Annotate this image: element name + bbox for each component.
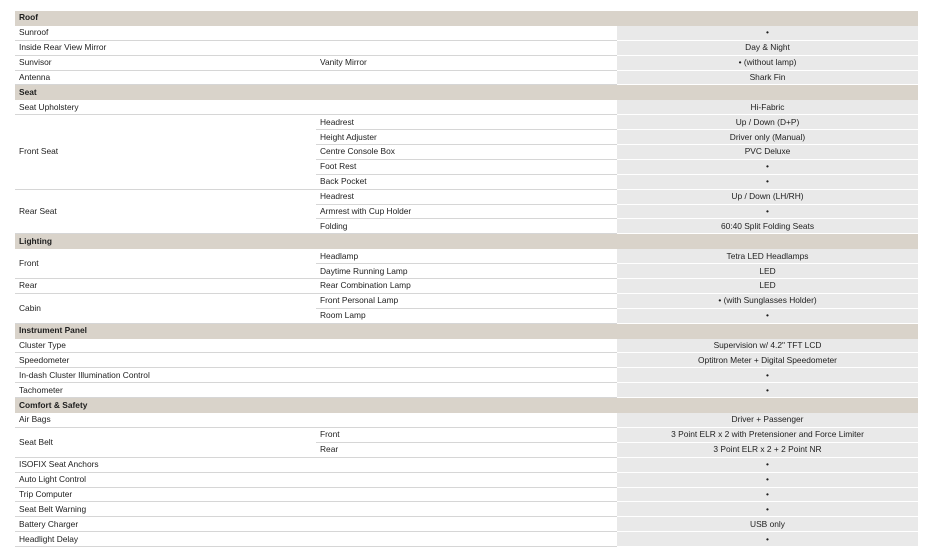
row-value: Driver + Passenger	[617, 413, 918, 428]
row-sublabel: Headrest	[316, 189, 617, 204]
row-sublabel: Rear Combination Lamp	[316, 279, 617, 294]
row-value: •	[617, 159, 918, 174]
row-label: Cabin	[15, 293, 316, 323]
section-title: Instrument Panel	[15, 323, 918, 338]
row-sublabel: Rear	[316, 442, 617, 457]
row-label: Tachometer	[15, 383, 617, 398]
row-value: 3 Point ELR x 2 + 2 Point NR	[617, 442, 918, 457]
spec-row	[15, 368, 918, 383]
spec-row	[15, 189, 918, 204]
row-label: Rear Seat	[15, 189, 316, 234]
row-label: Headlight Delay	[15, 532, 617, 547]
row-sublabel: Foot Rest	[316, 159, 617, 174]
section-header	[15, 85, 918, 100]
row-sublabel: Headrest	[316, 115, 617, 130]
row-label: ISOFIX Seat Anchors	[15, 457, 617, 472]
row-sublabel: Headlamp	[316, 249, 617, 264]
section-title: Roof	[15, 11, 918, 25]
row-label: Sunvisor	[15, 55, 316, 70]
section-title: Lighting	[15, 234, 918, 249]
row-sublabel: Centre Console Box	[316, 145, 617, 160]
row-value: Up / Down (LH/RH)	[617, 189, 918, 204]
row-value: •	[617, 532, 918, 547]
row-label: Cluster Type	[15, 338, 617, 353]
spec-row	[15, 55, 918, 70]
spec-row	[15, 25, 918, 40]
row-label: Seat Belt	[15, 427, 316, 457]
row-label: Seat Belt Warning	[15, 502, 617, 517]
row-label: Inside Rear View Mirror	[15, 40, 617, 55]
section-header	[15, 11, 918, 25]
row-sublabel: Front	[316, 427, 617, 442]
spec-row	[15, 115, 918, 130]
spec-row	[15, 517, 918, 532]
spec-row	[15, 427, 918, 442]
row-label: Seat Upholstery	[15, 100, 617, 115]
spec-row	[15, 293, 918, 308]
row-value: Driver only (Manual)	[617, 130, 918, 145]
row-value: •	[617, 502, 918, 517]
row-label: Trip Computer	[15, 487, 617, 502]
row-value: 3 Point ELR x 2 with Pretensioner and Force Limiter	[617, 427, 918, 442]
spec-row	[15, 472, 918, 487]
row-label: Antenna	[15, 70, 617, 85]
row-sublabel: Back Pocket	[316, 174, 617, 189]
section-header	[15, 234, 918, 249]
row-value: PVC Deluxe	[617, 145, 918, 160]
spec-row	[15, 353, 918, 368]
section-header	[15, 323, 918, 338]
row-label: Air Bags	[15, 413, 617, 428]
section-title: Seat	[15, 85, 918, 100]
row-value: LED	[617, 279, 918, 294]
spec-row	[15, 338, 918, 353]
section-header	[15, 398, 918, 413]
row-label: In-dash Cluster Illumination Control	[15, 368, 617, 383]
row-sublabel: Armrest with Cup Holder	[316, 204, 617, 219]
row-sublabel: Vanity Mirror	[316, 55, 617, 70]
row-sublabel: Height Adjuster	[316, 130, 617, 145]
spec-row	[15, 40, 918, 55]
row-value: USB only	[617, 517, 918, 532]
row-value: Day & Night	[617, 40, 918, 55]
spec-row	[15, 532, 918, 547]
row-value: •	[617, 383, 918, 398]
row-value: •	[617, 457, 918, 472]
section-title: Comfort & Safety	[15, 398, 918, 413]
row-value: •	[617, 487, 918, 502]
row-value: •	[617, 368, 918, 383]
spec-row	[15, 413, 918, 428]
spec-row	[15, 457, 918, 472]
row-value: Supervision w/ 4.2" TFT LCD	[617, 338, 918, 353]
spec-row	[15, 70, 918, 85]
row-value: 60:40 Split Folding Seats	[617, 219, 918, 234]
row-label: Battery Charger	[15, 517, 617, 532]
row-value: •	[617, 308, 918, 323]
row-sublabel: Front Personal Lamp	[316, 293, 617, 308]
row-sublabel: Room Lamp	[316, 308, 617, 323]
spec-row	[15, 502, 918, 517]
row-value: Optitron Meter + Digital Speedometer	[617, 353, 918, 368]
row-value: • (without lamp)	[617, 55, 918, 70]
row-sublabel: Folding	[316, 219, 617, 234]
row-value: •	[617, 472, 918, 487]
row-label: Front	[15, 249, 316, 279]
row-value: Shark Fin	[617, 70, 918, 85]
spec-row	[15, 487, 918, 502]
row-label: Rear	[15, 279, 316, 294]
row-sublabel: Daytime Running Lamp	[316, 264, 617, 279]
row-label: Speedometer	[15, 353, 617, 368]
row-value: Up / Down (D+P)	[617, 115, 918, 130]
spec-row	[15, 100, 918, 115]
row-value: •	[617, 25, 918, 40]
spec-row	[15, 383, 918, 398]
spec-row	[15, 279, 918, 294]
row-value: •	[617, 204, 918, 219]
spec-row	[15, 249, 918, 264]
row-value: LED	[617, 264, 918, 279]
row-label: Sunroof	[15, 25, 617, 40]
row-label: Auto Light Control	[15, 472, 617, 487]
row-label: Front Seat	[15, 115, 316, 189]
row-value: •	[617, 174, 918, 189]
row-value: Hi-Fabric	[617, 100, 918, 115]
row-value: Tetra LED Headlamps	[617, 249, 918, 264]
row-value: • (with Sunglasses Holder)	[617, 293, 918, 308]
spec-table	[15, 11, 918, 547]
